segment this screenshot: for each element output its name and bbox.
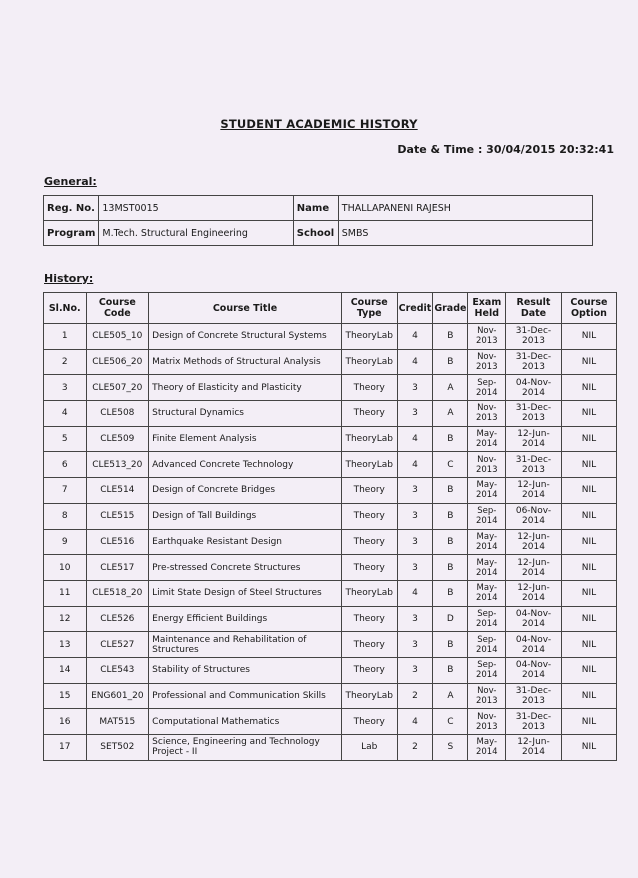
course-option-cell: NIL <box>561 735 616 761</box>
table-row <box>44 401 617 427</box>
course-code-cell: CLE509 <box>86 426 149 452</box>
course-code-cell: CLE508 <box>86 401 149 427</box>
course-title-cell: Professional and Communication Skills <box>149 683 342 709</box>
sl-no-cell: 10 <box>44 555 87 581</box>
course-title-cell: Earthquake Resistant Design <box>149 529 342 555</box>
sl-no-cell: 14 <box>44 657 87 683</box>
grade-cell: B <box>433 555 468 581</box>
history-header-row <box>44 293 617 324</box>
table-row <box>44 735 617 761</box>
course-option-cell: NIL <box>561 426 616 452</box>
grade-cell: B <box>433 503 468 529</box>
exam-held-cell: Nov-2013 <box>468 452 506 478</box>
exam-held-cell: May-2014 <box>468 529 506 555</box>
course-type-cell: TheoryLab <box>341 580 397 606</box>
col-header: Course Title <box>149 293 342 324</box>
col-header: Sl.No. <box>44 293 87 324</box>
document-title: STUDENT ACADEMIC HISTORY <box>220 117 418 131</box>
credit-cell: 3 <box>397 657 433 683</box>
course-title-cell: Computational Mathematics <box>149 709 342 735</box>
exam-held-cell: Nov-2013 <box>468 401 506 427</box>
course-type-cell: Theory <box>341 478 397 504</box>
exam-held-cell: Nov-2013 <box>468 324 506 350</box>
grade-cell: B <box>433 426 468 452</box>
sl-no-cell: 15 <box>44 683 87 709</box>
sl-no-cell: 17 <box>44 735 87 761</box>
course-type-cell: TheoryLab <box>341 349 397 375</box>
table-row <box>44 478 617 504</box>
history-body <box>44 324 617 761</box>
col-header: Exam Held <box>468 293 506 324</box>
result-date-cell: 12-Jun-2014 <box>506 529 562 555</box>
course-title-cell: Maintenance and Rehabilitation of Structures <box>149 632 342 658</box>
program-value: M.Tech. Structural Engineering <box>99 221 293 246</box>
result-date-cell: 31-Dec-2013 <box>506 452 562 478</box>
course-option-cell: NIL <box>561 503 616 529</box>
course-type-cell: Theory <box>341 709 397 735</box>
general-section-label: General: <box>44 175 97 188</box>
result-date-cell: 06-Nov-2014 <box>506 503 562 529</box>
table-row <box>44 606 617 632</box>
credit-cell: 3 <box>397 632 433 658</box>
credit-cell: 3 <box>397 555 433 581</box>
sl-no-cell: 12 <box>44 606 87 632</box>
grade-cell: A <box>433 683 468 709</box>
table-row <box>44 632 617 658</box>
grade-cell: C <box>433 709 468 735</box>
course-code-cell: CLE518_20 <box>86 580 149 606</box>
credit-cell: 4 <box>397 580 433 606</box>
course-code-cell: CLE507_20 <box>86 375 149 401</box>
course-option-cell: NIL <box>561 683 616 709</box>
course-code-cell: ENG601_20 <box>86 683 149 709</box>
table-row <box>44 426 617 452</box>
course-type-cell: Theory <box>341 401 397 427</box>
exam-held-cell: Sep-2014 <box>468 606 506 632</box>
result-date-cell: 04-Nov-2014 <box>506 375 562 401</box>
exam-held-cell: May-2014 <box>468 478 506 504</box>
name-value: THALLAPANENI RAJESH <box>338 196 592 221</box>
exam-held-cell: Sep-2014 <box>468 657 506 683</box>
course-type-cell: TheoryLab <box>341 452 397 478</box>
credit-cell: 3 <box>397 401 433 427</box>
result-date-cell: 04-Nov-2014 <box>506 632 562 658</box>
table-row <box>44 452 617 478</box>
course-code-cell: CLE513_20 <box>86 452 149 478</box>
course-type-cell: Theory <box>341 503 397 529</box>
sl-no-cell: 6 <box>44 452 87 478</box>
course-option-cell: NIL <box>561 657 616 683</box>
table-row <box>44 683 617 709</box>
grade-cell: A <box>433 375 468 401</box>
course-code-cell: CLE527 <box>86 632 149 658</box>
course-option-cell: NIL <box>561 324 616 350</box>
credit-cell: 4 <box>397 349 433 375</box>
grade-cell: B <box>433 657 468 683</box>
course-type-cell: Theory <box>341 657 397 683</box>
exam-held-cell: May-2014 <box>468 555 506 581</box>
exam-held-cell: Nov-2013 <box>468 709 506 735</box>
grade-cell: D <box>433 606 468 632</box>
course-title-cell: Matrix Methods of Structural Analysis <box>149 349 342 375</box>
result-date-cell: 04-Nov-2014 <box>506 606 562 632</box>
course-code-cell: CLE516 <box>86 529 149 555</box>
grade-cell: B <box>433 529 468 555</box>
sl-no-cell: 1 <box>44 324 87 350</box>
sl-no-cell: 4 <box>44 401 87 427</box>
course-code-cell: CLE514 <box>86 478 149 504</box>
sl-no-cell: 2 <box>44 349 87 375</box>
credit-cell: 3 <box>397 503 433 529</box>
course-title-cell: Design of Concrete Bridges <box>149 478 342 504</box>
course-code-cell: CLE515 <box>86 503 149 529</box>
course-title-cell: Design of Concrete Structural Systems <box>149 324 342 350</box>
grade-cell: B <box>433 478 468 504</box>
grade-cell: B <box>433 580 468 606</box>
result-date-cell: 12-Jun-2014 <box>506 580 562 606</box>
course-option-cell: NIL <box>561 375 616 401</box>
col-header: Credit <box>397 293 433 324</box>
school-value: SMBS <box>338 221 592 246</box>
exam-held-cell: Sep-2014 <box>468 632 506 658</box>
history-table <box>43 292 617 761</box>
program-label: Program <box>44 221 99 246</box>
course-type-cell: TheoryLab <box>341 683 397 709</box>
result-date-cell: 31-Dec-2013 <box>506 324 562 350</box>
table-row <box>44 555 617 581</box>
result-date-cell: 04-Nov-2014 <box>506 657 562 683</box>
general-info-table <box>43 195 593 246</box>
table-row <box>44 375 617 401</box>
col-header: Course Type <box>341 293 397 324</box>
exam-held-cell: Nov-2013 <box>468 349 506 375</box>
sl-no-cell: 11 <box>44 580 87 606</box>
result-date-cell: 31-Dec-2013 <box>506 349 562 375</box>
credit-cell: 3 <box>397 478 433 504</box>
course-option-cell: NIL <box>561 349 616 375</box>
table-row <box>44 580 617 606</box>
result-date-cell: 12-Jun-2014 <box>506 478 562 504</box>
course-type-cell: TheoryLab <box>341 324 397 350</box>
credit-cell: 2 <box>397 735 433 761</box>
course-type-cell: Theory <box>341 632 397 658</box>
exam-held-cell: Sep-2014 <box>468 375 506 401</box>
course-option-cell: NIL <box>561 709 616 735</box>
course-title-cell: Energy Efficient Buildings <box>149 606 342 632</box>
course-option-cell: NIL <box>561 401 616 427</box>
sl-no-cell: 13 <box>44 632 87 658</box>
course-type-cell: Theory <box>341 375 397 401</box>
grade-cell: B <box>433 324 468 350</box>
col-header: Grade <box>433 293 468 324</box>
reg-no-label: Reg. No. <box>44 196 99 221</box>
course-type-cell: Lab <box>341 735 397 761</box>
course-option-cell: NIL <box>561 606 616 632</box>
date-time: Date & Time : 30/04/2015 20:32:41 <box>397 143 614 156</box>
table-row <box>44 709 617 735</box>
exam-held-cell: Nov-2013 <box>468 683 506 709</box>
credit-cell: 3 <box>397 606 433 632</box>
course-type-cell: Theory <box>341 555 397 581</box>
col-header: Result Date <box>506 293 562 324</box>
course-title-cell: Structural Dynamics <box>149 401 342 427</box>
course-title-cell: Theory of Elasticity and Plasticity <box>149 375 342 401</box>
result-date-cell: 31-Dec-2013 <box>506 709 562 735</box>
general-row-1 <box>44 196 593 221</box>
result-date-cell: 31-Dec-2013 <box>506 401 562 427</box>
credit-cell: 4 <box>397 426 433 452</box>
table-row <box>44 657 617 683</box>
table-row <box>44 503 617 529</box>
grade-cell: B <box>433 349 468 375</box>
sl-no-cell: 9 <box>44 529 87 555</box>
result-date-cell: 12-Jun-2014 <box>506 426 562 452</box>
grade-cell: S <box>433 735 468 761</box>
course-option-cell: NIL <box>561 632 616 658</box>
credit-cell: 4 <box>397 452 433 478</box>
course-code-cell: SET502 <box>86 735 149 761</box>
grade-cell: C <box>433 452 468 478</box>
table-row <box>44 324 617 350</box>
grade-cell: B <box>433 632 468 658</box>
credit-cell: 3 <box>397 529 433 555</box>
table-row <box>44 529 617 555</box>
course-type-cell: Theory <box>341 606 397 632</box>
course-code-cell: CLE505_10 <box>86 324 149 350</box>
course-title-cell: Advanced Concrete Technology <box>149 452 342 478</box>
course-code-cell: CLE506_20 <box>86 349 149 375</box>
sl-no-cell: 3 <box>44 375 87 401</box>
credit-cell: 2 <box>397 683 433 709</box>
result-date-cell: 31-Dec-2013 <box>506 683 562 709</box>
sl-no-cell: 16 <box>44 709 87 735</box>
credit-cell: 4 <box>397 709 433 735</box>
course-title-cell: Science, Engineering and Technology Project - II <box>149 735 342 761</box>
course-title-cell: Design of Tall Buildings <box>149 503 342 529</box>
course-option-cell: NIL <box>561 478 616 504</box>
result-date-cell: 12-Jun-2014 <box>506 555 562 581</box>
general-row-2 <box>44 221 593 246</box>
reg-no-value: 13MST0015 <box>99 196 293 221</box>
exam-held-cell: May-2014 <box>468 580 506 606</box>
sl-no-cell: 7 <box>44 478 87 504</box>
course-title-cell: Limit State Design of Steel Structures <box>149 580 342 606</box>
course-type-cell: TheoryLab <box>341 426 397 452</box>
course-code-cell: CLE526 <box>86 606 149 632</box>
course-title-cell: Pre-stressed Concrete Structures <box>149 555 342 581</box>
course-title-cell: Stability of Structures <box>149 657 342 683</box>
course-type-cell: Theory <box>341 529 397 555</box>
sl-no-cell: 5 <box>44 426 87 452</box>
school-label: School <box>293 221 338 246</box>
exam-held-cell: Sep-2014 <box>468 503 506 529</box>
course-title-cell: Finite Element Analysis <box>149 426 342 452</box>
course-code-cell: CLE543 <box>86 657 149 683</box>
result-date-cell: 12-Jun-2014 <box>506 735 562 761</box>
col-header: Course Option <box>561 293 616 324</box>
table-row <box>44 349 617 375</box>
exam-held-cell: May-2014 <box>468 735 506 761</box>
sl-no-cell: 8 <box>44 503 87 529</box>
course-code-cell: CLE517 <box>86 555 149 581</box>
course-option-cell: NIL <box>561 452 616 478</box>
col-header: Course Code <box>86 293 149 324</box>
grade-cell: A <box>433 401 468 427</box>
history-section-label: History: <box>44 272 94 285</box>
course-option-cell: NIL <box>561 555 616 581</box>
course-option-cell: NIL <box>561 580 616 606</box>
name-label: Name <box>293 196 338 221</box>
credit-cell: 3 <box>397 375 433 401</box>
course-option-cell: NIL <box>561 529 616 555</box>
course-code-cell: MAT515 <box>86 709 149 735</box>
exam-held-cell: May-2014 <box>468 426 506 452</box>
credit-cell: 4 <box>397 324 433 350</box>
